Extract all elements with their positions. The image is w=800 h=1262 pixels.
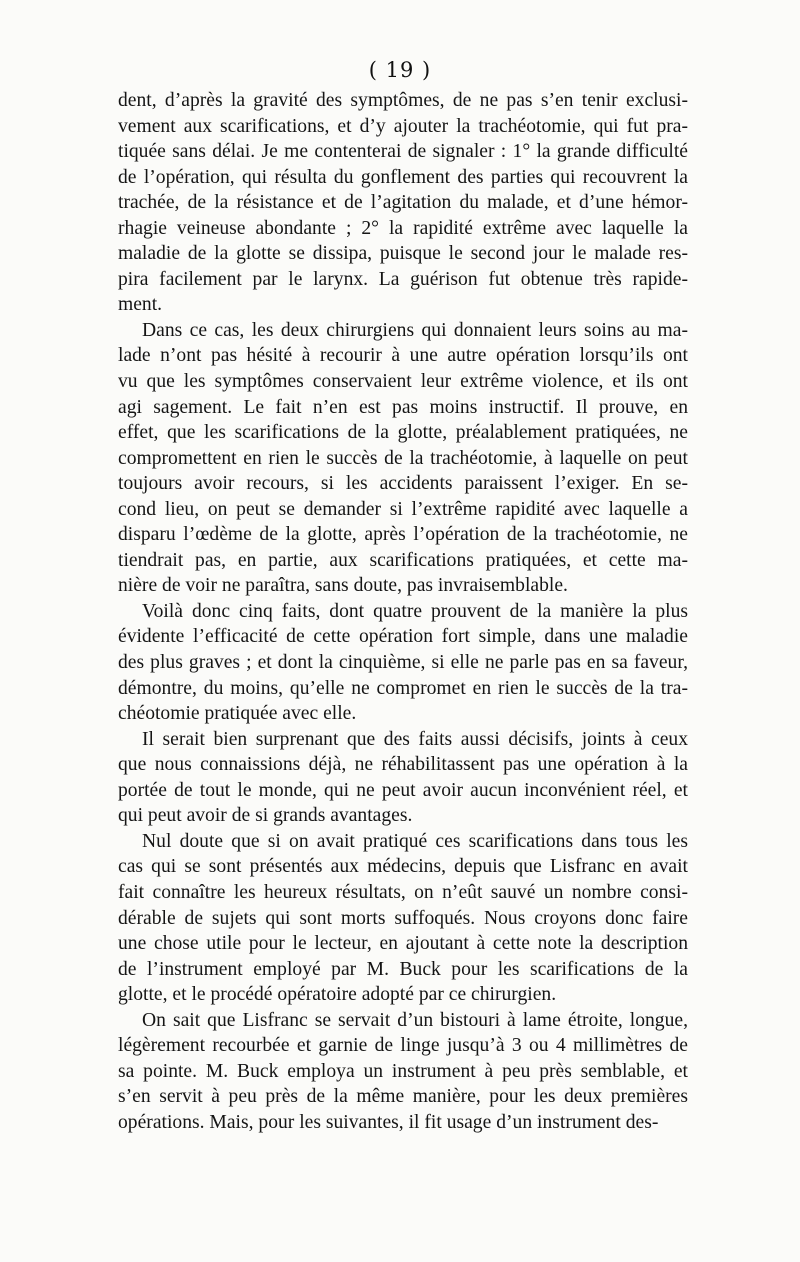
text-line: tiquée sans délai. Je me contenterai de signaler : 1° la grande difficulté [118,141,688,163]
paragraph [118,599,688,727]
text-line: lade n’ont pas hésité à recourir à une autre opération lorsqu’ils ont [118,345,688,367]
text-line: ment. [118,294,163,316]
text-line: tiendrait pas, en partie, aux scarifications pratiquées, et cette ma- [118,549,688,571]
text-line: cas qui se sont présentés aux médecins, depuis que Lisfranc en avait [118,856,688,878]
text-line: maladie de la glotte se dissipa, puisque le second jour le malade res- [118,243,688,265]
text-line: trachée, de la résistance et de l’agitation du malade, et d’une hémor- [118,192,688,214]
text-line: une chose utile pour le lecteur, en ajoutant à cette note la description [118,933,688,955]
text-line: vement aux scarifications, et d’y ajouter la trachéotomie, qui fut pra- [118,115,688,137]
text-line: vu que les symptômes conservaient leur extrême violence, et ils ont [118,371,688,393]
text-line: sa pointe. M. Buck employa un instrument à peu près semblable, et [118,1060,688,1082]
paragraph [118,88,688,318]
paragraph [118,727,688,829]
text-line: démontre, du moins, qu’elle ne compromet en rien le succès de la tra- [118,677,688,699]
text-line: s’en servit à peu près de la même manière, pour les deux premières [118,1086,688,1108]
text-line: légèrement recourbée et garnie de linge jusqu’à 3 ou 4 millimètres de [118,1035,688,1057]
text-line: Il serait bien surprenant que des faits aussi décisifs, joints à ceux [142,728,688,750]
text-line: pira facilement par le larynx. La guérison fut obtenue très rapide- [118,268,688,290]
text-line: dérable de sujets qui sont morts suffoqués. Nous croyons donc faire [118,907,688,929]
text-line: effet, que les scarifications de la glotte, préalablement pratiquées, ne [118,422,688,444]
text-line: glotte, et le procédé opératoire adopté par ce chirurgien. [118,984,557,1006]
text-line: On sait que Lisfranc se servait d’un bistouri à lame étroite, longue, [142,1009,688,1031]
page-number: ( 19 ) [368,58,432,82]
paragraph [118,318,688,599]
text-line: disparu l’œdème de la glotte, après l’opération de la trachéotomie, ne [118,524,688,546]
text-line: fait connaître les heureux résultats, on n’eût sauvé un nombre consi- [118,881,688,903]
text-line: de l’opération, qui résulta du gonflement des parties qui recouvrent la [118,166,688,188]
text-line: qui peut avoir de si grands avantages. [118,805,413,827]
text-line: rhagie veineuse abondante ; 2° la rapidité extrême avec laquelle la [118,217,688,239]
text-line: de l’instrument employé par M. Buck pour les scarifications de la [118,958,688,980]
text-line: portée de tout le monde, qui ne peut avoir aucun inconvénient réel, et [118,779,688,801]
text-line: Nul doute que si on avait pratiqué ces scarifications dans tous les [142,830,688,852]
text-line: toujours avoir recours, si les accidents paraissent l’exiger. En se- [118,473,688,495]
text-line: agi sagement. Le fait n’en est pas moins instructif. Il prouve, en [118,396,688,418]
text-line: compromettent en rien le succès de la trachéotomie, à laquelle on peut [118,447,688,469]
text-line: des plus graves ; et dont la cinquième, si elle ne parle pas en sa faveur, [118,652,688,674]
paragraph [118,829,688,1008]
text-line: Dans ce cas, les deux chirurgiens qui donnaient leurs soins au ma- [142,319,688,341]
text-line: que nous connaissions déjà, ne réhabilitassent pas une opération à la [118,754,688,776]
text-line: dent, d’après la gravité des symptômes, de ne pas s’en tenir exclusi- [118,90,688,111]
text-line: Voilà donc cinq faits, dont quatre prouvent de la manière la plus [142,600,688,622]
text-line: nière de voir ne paraîtra, sans doute, pas invraisemblable. [118,575,568,597]
text-line: chéotomie pratiquée avec elle. [118,703,357,725]
paragraph [118,1008,688,1136]
body-text [118,88,688,1135]
text-line: opérations. Mais, pour les suivantes, il fit usage d’un instrument des- [118,1111,659,1133]
text-line: cond lieu, on peut se demander si l’extrême rapidité avec laquelle a [118,498,688,520]
text-line: évidente l’efficacité de cette opération fort simple, dans une maladie [118,626,688,648]
